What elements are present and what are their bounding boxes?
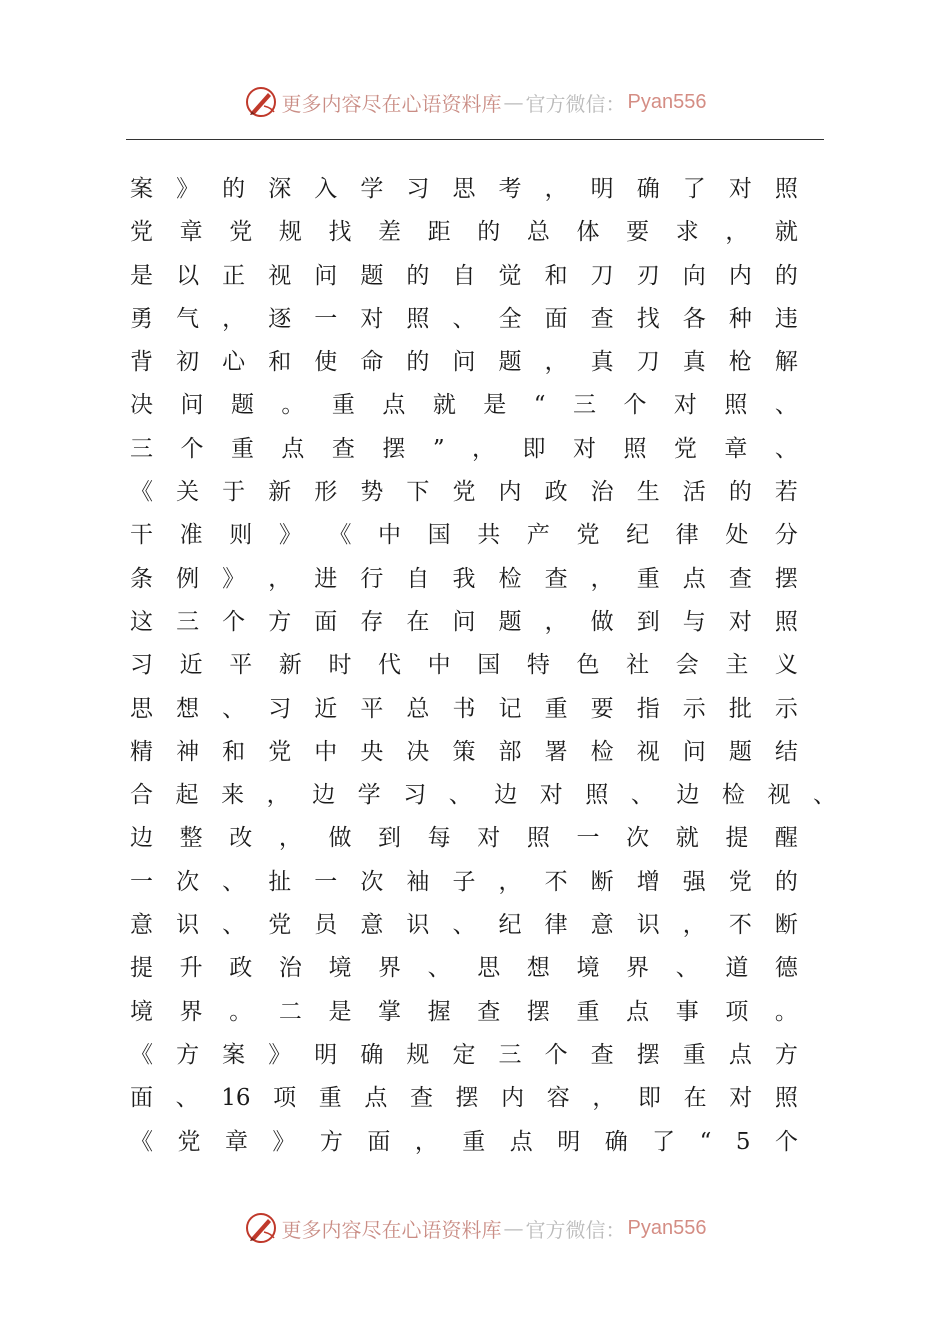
header-banner	[0, 82, 950, 122]
text-line: 这 三 个 方 面 存 在 问 题 ， 做 到 与 对 照	[130, 608, 798, 635]
banner-wechat-id: Pyan556	[627, 90, 707, 113]
text-line: 条 例 》 ， 进 行 自 我 检 查 ， 重 点 查 摆	[130, 565, 798, 592]
text-line: 境 界 。 二 是 掌 握 查 摆 重 点 事 项 。	[130, 998, 798, 1025]
text-line: 《 方 案 》 明 确 规 定 三 个 查 摆 重 点 方	[130, 1041, 798, 1068]
document-body	[126, 168, 836, 1164]
text-line: 边 整 改 ， 做 到 每 对 照 一 次 就 提 醒	[130, 825, 798, 852]
text-line: 案 》 的 深 入 学 习 思 考 ， 明 确 了 对 照	[130, 176, 798, 202]
banner-title: 更多内容尽在心语资料库	[281, 1217, 502, 1242]
footer-banner	[0, 1208, 950, 1248]
banner-dash: —	[503, 90, 524, 114]
header-divider	[126, 139, 824, 140]
text-line: 思 想 、 习 近 平 总 书 记 重 要 指 示 批 示	[130, 695, 798, 722]
text-line: 《 党 章 》 方 面 ， 重 点 明 确 了 “ 5 个	[130, 1128, 798, 1155]
text-line: 是 以 正 视 问 题 的 自 觉 和 刀 刃 向 内 的	[130, 262, 798, 289]
banner-label: 官方微信：	[525, 1217, 626, 1242]
text-line: 意 识 、 党 员 意 识 、 纪 律 意 识 ， 不 断	[130, 912, 798, 939]
text-line: 党 章 党 规 找 差 距 的 总 体 要 求 ， 就	[130, 219, 798, 246]
banner-label: 官方微信：	[525, 91, 626, 116]
text-line: 习 近 平 新 时 代 中 国 特 色 社 会 主 义	[130, 652, 798, 679]
banner-dash: —	[503, 1216, 524, 1240]
text-line: 面 、 16 项 重 点 查 摆 内 容 ， 即 在 对 照	[130, 1085, 798, 1112]
text-line: 决 问 题 。 重 点 就 是 “ 三 个 对 照 、	[130, 392, 798, 419]
text-line: 合 起 来 ， 边 学 习 、 边 对 照 、 边 检 视 、	[130, 782, 836, 809]
pen-logo-icon	[244, 85, 278, 119]
text-line: 《 关 于 新 形 势 下 党 内 政 治 生 活 的 若	[130, 479, 798, 506]
text-line: 三 个 重 点 查 摆 ” ， 即 对 照 党 章 、	[130, 435, 798, 462]
text-line: 一 次 、 扯 一 次 袖 子 ， 不 断 增 强 党 的	[130, 868, 798, 895]
text-line: 精 神 和 党 中 央 决 策 部 署 检 视 问 题 结	[130, 738, 798, 765]
banner-wechat-id: Pyan556	[627, 1216, 707, 1239]
text-line: 提 升 政 治 境 界 、 思 想 境 界 、 道 德	[130, 955, 798, 982]
banner-title: 更多内容尽在心语资料库	[281, 91, 502, 116]
text-line: 勇 气 ， 逐 一 对 照 、 全 面 查 找 各 种 违	[130, 305, 798, 332]
text-line: 背 初 心 和 使 命 的 问 题 ， 真 刀 真 枪 解	[130, 349, 798, 376]
text-line: 干 准 则 》 《 中 国 共 产 党 纪 律 处 分	[130, 522, 798, 549]
pen-logo-icon	[244, 1211, 278, 1245]
